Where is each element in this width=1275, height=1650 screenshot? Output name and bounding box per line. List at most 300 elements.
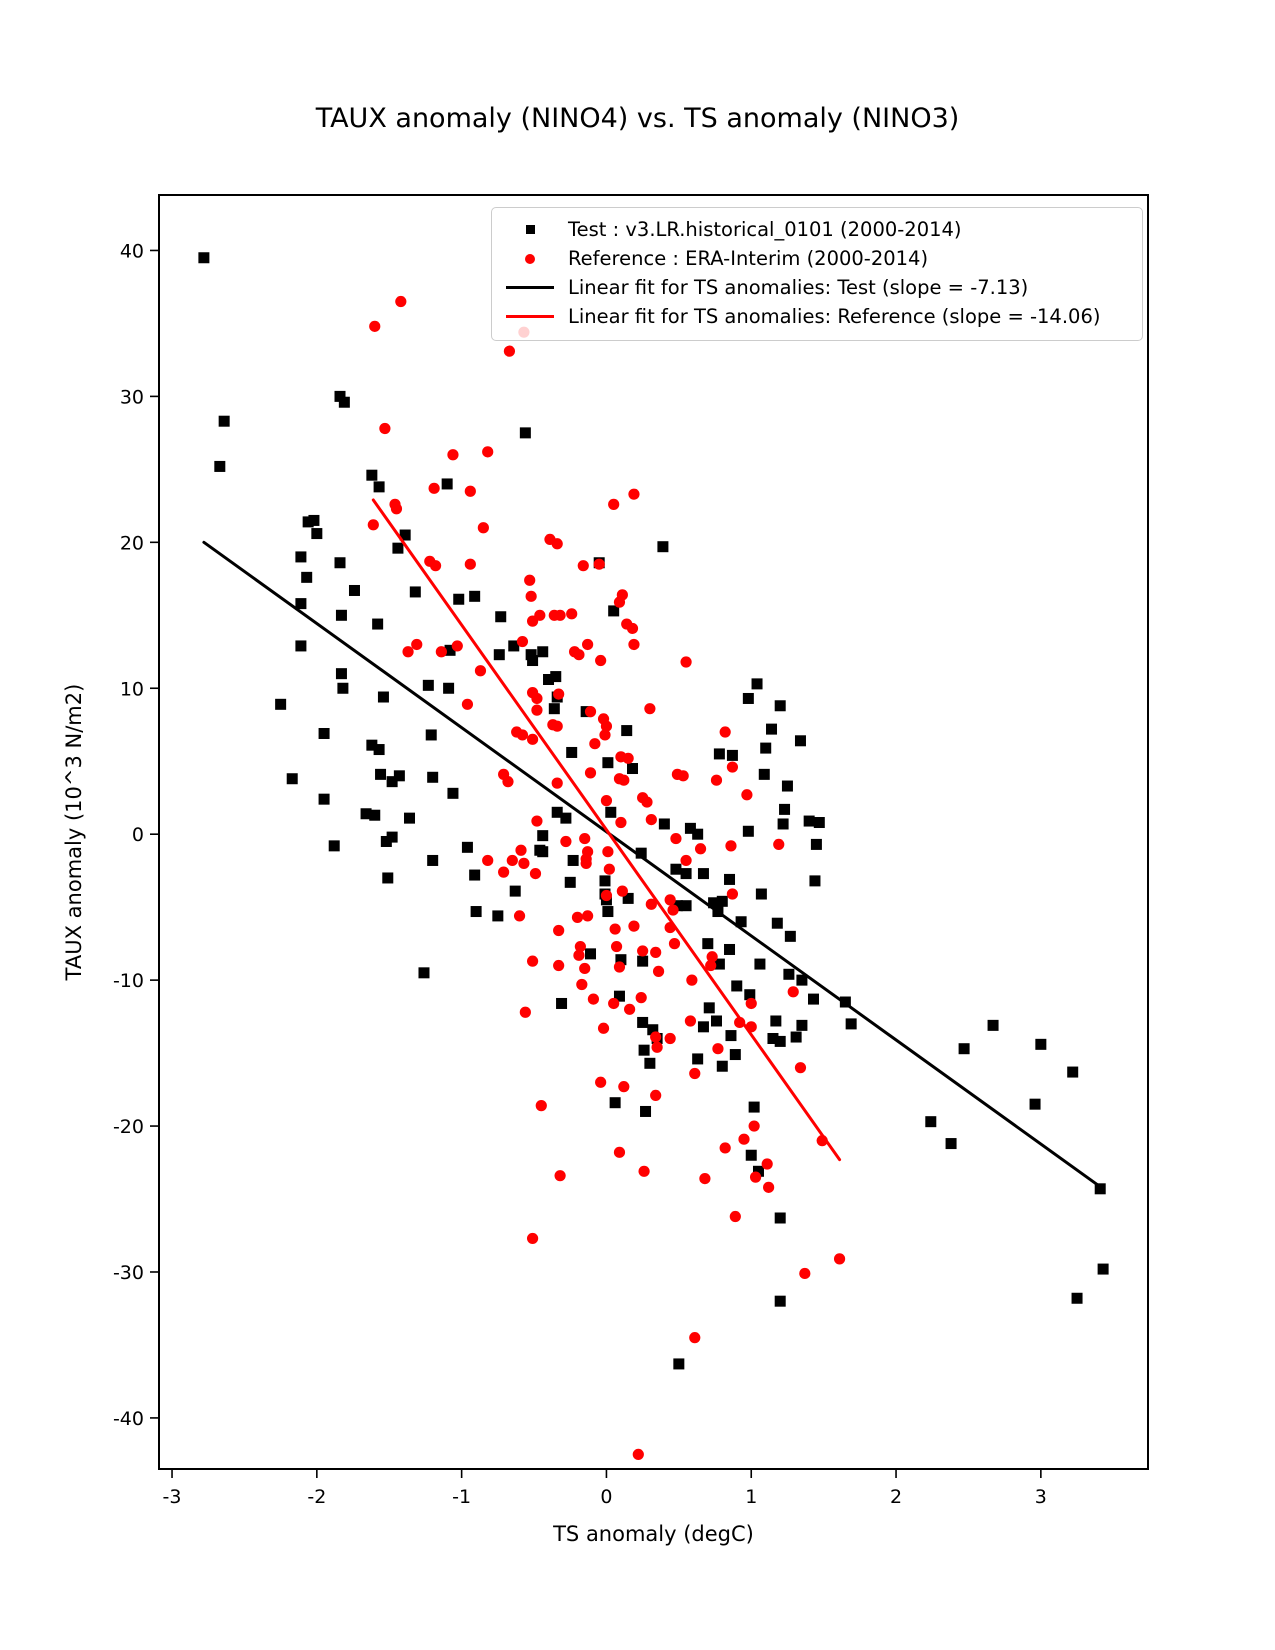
- scatter-point-test: [469, 591, 480, 602]
- scatter-point-reference: [524, 575, 535, 586]
- x-axis-label: TS anomaly (degC): [553, 1522, 754, 1546]
- x-tick-label: 1: [745, 1486, 758, 1508]
- legend-line-swatch-icon: [492, 286, 568, 289]
- scatter-point-reference: [465, 486, 476, 497]
- scatter-point-test: [704, 1002, 715, 1013]
- scatter-point-test: [426, 729, 437, 740]
- scatter-point-reference: [637, 945, 648, 956]
- scatter-point-test: [537, 646, 548, 657]
- scatter-point-test: [447, 788, 458, 799]
- scatter-point-test: [337, 683, 348, 694]
- legend-line-swatch-icon: [492, 315, 568, 318]
- scatter-point-reference: [653, 966, 664, 977]
- scatter-point-test: [754, 959, 765, 970]
- scatter-point-reference: [601, 795, 612, 806]
- scatter-point-reference: [395, 296, 406, 307]
- scatter-point-reference: [452, 640, 463, 651]
- scatter-point-reference: [566, 608, 577, 619]
- scatter-point-reference: [429, 483, 440, 494]
- scatter-point-test: [808, 994, 819, 1005]
- y-axis-label: TAUX anomaly (10^3 N/m2): [62, 683, 86, 981]
- scatter-point-test: [404, 813, 415, 824]
- scatter-point-test: [585, 948, 596, 959]
- scatter-point-reference: [585, 706, 596, 717]
- scatter-point-reference: [636, 992, 647, 1003]
- scatter-point-reference: [623, 753, 634, 764]
- scatter-point-reference: [725, 840, 736, 851]
- scatter-point-reference: [475, 665, 486, 676]
- scatter-point-test: [549, 703, 560, 714]
- scatter-point-reference: [617, 886, 628, 897]
- scatter-point-reference: [738, 1134, 749, 1145]
- legend-item-2: [492, 273, 1142, 302]
- scatter-point-reference: [614, 1147, 625, 1158]
- scatter-point-reference: [589, 738, 600, 749]
- scatter-point-test: [565, 877, 576, 888]
- scatter-point-test: [759, 769, 770, 780]
- scatter-point-test: [775, 700, 786, 711]
- scatter-point-test: [657, 541, 668, 552]
- scatter-point-test: [568, 855, 579, 866]
- scatter-point-test: [640, 1106, 651, 1117]
- scatter-point-reference: [608, 499, 619, 510]
- scatter-point-test: [779, 804, 790, 815]
- scatter-point-test: [418, 967, 429, 978]
- scatter-point-test: [743, 826, 754, 837]
- scatter-point-test: [372, 619, 383, 630]
- scatter-point-test: [471, 906, 482, 917]
- scatter-point-reference: [646, 814, 657, 825]
- scatter-point-test: [959, 1043, 970, 1054]
- scatter-point-test: [795, 735, 806, 746]
- scatter-point-reference: [527, 734, 538, 745]
- scatter-point-test: [494, 649, 505, 660]
- scatter-point-reference: [518, 858, 529, 869]
- scatter-point-test: [778, 818, 789, 829]
- scatter-point-test: [442, 478, 453, 489]
- scatter-point-test: [1035, 1039, 1046, 1050]
- scatter-point-test: [527, 655, 538, 666]
- scatter-point-test: [336, 668, 347, 679]
- scatter-point-test: [717, 896, 728, 907]
- y-tick-label: 0: [131, 824, 144, 847]
- scatter-point-test: [387, 832, 398, 843]
- scatter-point-reference: [699, 1173, 710, 1184]
- scatter-point-test: [627, 763, 638, 774]
- scatter-point-test: [510, 886, 521, 897]
- scatter-point-test: [311, 528, 322, 539]
- scatter-point-reference: [391, 503, 402, 514]
- scatter-point-reference: [678, 770, 689, 781]
- scatter-point-reference: [614, 597, 625, 608]
- scatter-point-test: [566, 747, 577, 758]
- scatter-point-reference: [610, 923, 621, 934]
- scatter-point-reference: [618, 1081, 629, 1092]
- scatter-point-reference: [665, 894, 676, 905]
- scatter-point-reference: [741, 789, 752, 800]
- scatter-point-reference: [680, 855, 691, 866]
- scatter-point-reference: [601, 890, 612, 901]
- scatter-point-test: [462, 842, 473, 853]
- scatter-point-test: [602, 906, 613, 917]
- scatter-point-reference: [633, 1449, 644, 1460]
- scatter-point-test: [791, 1032, 802, 1043]
- chart-title: TAUX anomaly (NINO4) vs. TS anomaly (NINO3): [315, 103, 960, 134]
- scatter-point-test: [427, 855, 438, 866]
- scatter-point-test: [560, 813, 571, 824]
- axes-frame: [159, 195, 1148, 1469]
- scatter-point-test: [492, 910, 503, 921]
- y-tick-label: 40: [119, 240, 144, 263]
- scatter-point-test: [339, 397, 350, 408]
- scatter-point-test: [766, 724, 777, 735]
- scatter-point-reference: [555, 1170, 566, 1181]
- scatter-point-reference: [436, 646, 447, 657]
- scatter-point-test: [287, 773, 298, 784]
- scatter-point-reference: [762, 1158, 773, 1169]
- scatter-point-reference: [531, 693, 542, 704]
- x-tick-label: 0: [600, 1486, 613, 1508]
- scatter-point-test: [319, 728, 330, 739]
- scatter-point-reference: [799, 1268, 810, 1279]
- scatter-point-reference: [695, 843, 706, 854]
- scatter-point-reference: [750, 1172, 761, 1183]
- scatter-point-reference: [644, 703, 655, 714]
- scatter-point-reference: [517, 729, 528, 740]
- scatter-point-test: [692, 1053, 703, 1064]
- scatter-point-reference: [430, 560, 441, 571]
- scatter-point-test: [727, 750, 738, 761]
- scatter-point-reference: [712, 1043, 723, 1054]
- scatter-point-reference: [595, 1077, 606, 1088]
- scatter-point-reference: [514, 910, 525, 921]
- scatter-point-test: [814, 817, 825, 828]
- scatter-point-test: [946, 1138, 957, 1149]
- legend: [491, 207, 1143, 341]
- scatter-point-reference: [462, 699, 473, 710]
- legend-item-0: [492, 215, 1142, 244]
- scatter-point-reference: [773, 839, 784, 850]
- scatter-point-reference: [602, 846, 613, 857]
- scatter-point-reference: [553, 925, 564, 936]
- scatter-point-reference: [447, 449, 458, 460]
- scatter-point-reference: [581, 858, 592, 869]
- scatter-point-test: [698, 1021, 709, 1032]
- scatter-point-test: [319, 794, 330, 805]
- scatter-point-reference: [585, 767, 596, 778]
- scatter-point-test: [329, 840, 340, 851]
- scatter-point-reference: [531, 815, 542, 826]
- x-tick-label: 2: [889, 1486, 903, 1508]
- y-tick-label: 10: [119, 678, 144, 701]
- scatter-point-test: [374, 481, 385, 492]
- legend-label: Test : v3.LR.historical_0101 (2000-2014): [568, 218, 962, 241]
- scatter-point-test: [775, 1212, 786, 1223]
- scatter-point-reference: [611, 941, 622, 952]
- y-tick-label: 30: [119, 386, 144, 409]
- legend-item-1: [492, 244, 1142, 273]
- scatter-point-test: [760, 743, 771, 754]
- scatter-point-reference: [368, 519, 379, 530]
- scatter-point-test: [366, 470, 377, 481]
- scatter-point-test: [717, 1061, 728, 1072]
- scatter-point-test: [602, 757, 613, 768]
- scatter-point-reference: [628, 639, 639, 650]
- scatter-point-test: [756, 889, 767, 900]
- scatter-point-test: [610, 1097, 621, 1108]
- scatter-point-reference: [615, 817, 626, 828]
- legend-label: Reference : ERA-Interim (2000-2014): [568, 247, 929, 270]
- scatter-point-reference: [720, 1142, 731, 1153]
- scatter-point-reference: [552, 721, 563, 732]
- scatter-point-reference: [598, 1023, 609, 1034]
- scatter-point-test: [724, 874, 735, 885]
- scatter-point-reference: [763, 1182, 774, 1193]
- scatter-point-test: [702, 938, 713, 949]
- scatter-point-reference: [465, 559, 476, 570]
- scatter-point-test: [988, 1020, 999, 1031]
- scatter-point-test: [731, 980, 742, 991]
- scatter-point-reference: [624, 1004, 635, 1015]
- scatter-point-test: [453, 594, 464, 605]
- scatter-point-test: [550, 671, 561, 682]
- scatter-point-reference: [604, 864, 615, 875]
- scatter-point-reference: [369, 321, 380, 332]
- scatter-point-reference: [711, 775, 722, 786]
- scatter-point-test: [308, 515, 319, 526]
- scatter-point-test: [214, 461, 225, 472]
- scatter-point-reference: [579, 963, 590, 974]
- scatter-point-reference: [520, 1007, 531, 1018]
- scatter-point-test: [775, 1296, 786, 1307]
- scatter-point-test: [275, 699, 286, 710]
- x-tick-label: -2: [307, 1486, 327, 1508]
- scatter-point-reference: [650, 1090, 661, 1101]
- scatter-point-reference: [402, 646, 413, 657]
- fit-line-reference: [373, 500, 839, 1160]
- scatter-point-test: [925, 1116, 936, 1127]
- scatter-point-test: [775, 1036, 786, 1047]
- scatter-point-test: [382, 872, 393, 883]
- legend-square-marker-icon: [492, 225, 568, 234]
- scatter-point-test: [714, 748, 725, 759]
- scatter-point-reference: [530, 868, 541, 879]
- scatter-point-reference: [573, 950, 584, 961]
- scatter-point-reference: [578, 560, 589, 571]
- scatter-point-reference: [665, 1033, 676, 1044]
- scatter-point-reference: [680, 656, 691, 667]
- scatter-point-test: [336, 610, 347, 621]
- scatter-point-reference: [650, 947, 661, 958]
- scatter-point-test: [752, 678, 763, 689]
- scatter-point-test: [698, 868, 709, 879]
- scatter-point-test: [1067, 1067, 1078, 1078]
- scatter-point-test: [392, 543, 403, 554]
- scatter-point-test: [772, 918, 783, 929]
- x-tick-label: -3: [162, 1486, 182, 1508]
- scatter-point-reference: [572, 912, 583, 923]
- scatter-point-test: [556, 998, 567, 1009]
- scatter-point-reference: [594, 559, 605, 570]
- legend-circle-marker-icon: [492, 254, 568, 264]
- scatter-point-reference: [579, 833, 590, 844]
- scatter-point-reference: [527, 616, 538, 627]
- scatter-point-test: [427, 772, 438, 783]
- scatter-point-reference: [727, 888, 738, 899]
- scatter-point-reference: [536, 1100, 547, 1111]
- scatter-point-reference: [599, 729, 610, 740]
- scatter-point-test: [537, 830, 548, 841]
- x-tick-label: -1: [452, 1486, 472, 1508]
- scatter-point-test: [681, 900, 692, 911]
- scatter-point-reference: [379, 423, 390, 434]
- scatter-point-test: [495, 611, 506, 622]
- scatter-point-reference: [560, 836, 571, 847]
- legend-item-3: [492, 302, 1142, 331]
- scatter-point-test: [725, 1030, 736, 1041]
- scatter-point-test: [846, 1018, 857, 1029]
- scatter-point-test: [621, 725, 632, 736]
- y-tick-label: -40: [112, 1407, 144, 1430]
- scatter-point-test: [796, 1020, 807, 1031]
- scatter-point-reference: [478, 522, 489, 533]
- y-tick-label: 20: [119, 532, 144, 555]
- scatter-point-reference: [552, 538, 563, 549]
- scatter-point-test: [809, 875, 820, 886]
- scatter-point-reference: [498, 867, 509, 878]
- scatter-point-test: [1098, 1264, 1109, 1275]
- scatter-point-reference: [795, 1062, 806, 1073]
- scatter-point-test: [375, 769, 386, 780]
- y-tick-label: -20: [112, 1116, 144, 1139]
- scatter-point-reference: [552, 778, 563, 789]
- scatter-point-reference: [669, 938, 680, 949]
- scatter-point-test: [743, 693, 754, 704]
- legend-label: Linear fit for TS anomalies: Test (slope = -7.13): [568, 276, 1029, 299]
- scatter-point-reference: [526, 591, 537, 602]
- scatter-point-reference: [411, 639, 422, 650]
- scatter-point-reference: [667, 904, 678, 915]
- y-tick-label: -10: [112, 970, 144, 993]
- scatter-point-reference: [614, 961, 625, 972]
- scatter-point-test: [783, 969, 794, 980]
- scatter-point-reference: [749, 1120, 760, 1131]
- scatter-point-test: [520, 427, 531, 438]
- scatter-point-reference: [553, 960, 564, 971]
- scatter-point-test: [374, 744, 385, 755]
- scatter-point-test: [770, 1015, 781, 1026]
- scatter-point-reference: [482, 446, 493, 457]
- scatter-point-test: [639, 1045, 650, 1056]
- scatter-point-reference: [641, 796, 652, 807]
- scatter-point-test: [335, 557, 346, 568]
- scatter-point-test: [537, 846, 548, 857]
- scatter-point-reference: [727, 761, 738, 772]
- scatter-point-test: [637, 956, 648, 967]
- scatter-point-test: [730, 1049, 741, 1060]
- scatter-point-test: [711, 1015, 722, 1026]
- scatter-point-reference: [555, 610, 566, 621]
- scatter-point-test: [785, 931, 796, 942]
- scatter-point-test: [295, 551, 306, 562]
- scatter-point-reference: [686, 975, 697, 986]
- scatter-point-reference: [608, 998, 619, 1009]
- scatter-point-test: [782, 781, 793, 792]
- scatter-point-test: [681, 868, 692, 879]
- scatter-point-reference: [504, 346, 515, 357]
- scatter-point-reference: [689, 1068, 700, 1079]
- scatter-point-reference: [482, 855, 493, 866]
- scatter-point-test: [804, 816, 815, 827]
- scatter-point-test: [811, 839, 822, 850]
- scatter-point-test: [394, 770, 405, 781]
- scatter-point-test: [1030, 1099, 1041, 1110]
- legend-label: Linear fit for TS anomalies: Reference (slope = -14.06): [568, 305, 1101, 328]
- scatter-point-test: [670, 864, 681, 875]
- scatter-point-test: [659, 818, 670, 829]
- scatter-point-reference: [576, 979, 587, 990]
- y-tick-label: -30: [112, 1261, 144, 1284]
- scatter-point-reference: [627, 623, 638, 634]
- scatter-point-reference: [628, 921, 639, 932]
- scatter-point-test: [605, 807, 616, 818]
- scatter-point-test: [369, 810, 380, 821]
- scatter-point-reference: [582, 910, 593, 921]
- scatter-point-test: [198, 252, 209, 263]
- scatter-point-reference: [788, 986, 799, 997]
- scatter-point-test: [1072, 1293, 1083, 1304]
- scatter-point-test: [295, 640, 306, 651]
- scatter-point-test: [301, 572, 312, 583]
- scatter-point-reference: [670, 833, 681, 844]
- scatter-point-reference: [595, 655, 606, 666]
- scatter-point-reference: [527, 956, 538, 967]
- scatter-point-reference: [689, 1332, 700, 1343]
- scatter-point-reference: [573, 649, 584, 660]
- scatter-point-reference: [531, 705, 542, 716]
- scatter-point-test: [349, 585, 360, 596]
- scatter-point-reference: [618, 775, 629, 786]
- scatter-point-test: [410, 586, 421, 597]
- scatter-point-test: [637, 1017, 648, 1028]
- scatter-point-test: [443, 683, 454, 694]
- scatter-point-reference: [650, 1031, 661, 1042]
- scatter-point-reference: [507, 855, 518, 866]
- scatter-point-test: [469, 870, 480, 881]
- scatter-point-reference: [685, 1015, 696, 1026]
- scatter-point-test: [749, 1102, 760, 1113]
- scatter-point-reference: [638, 1166, 649, 1177]
- scatter-point-reference: [730, 1211, 741, 1222]
- scatter-point-test: [423, 680, 434, 691]
- scatter-point-reference: [502, 776, 513, 787]
- scatter-point-reference: [582, 639, 593, 650]
- scatter-point-reference: [720, 726, 731, 737]
- scatter-point-test: [378, 692, 389, 703]
- scatter-point-reference: [834, 1253, 845, 1264]
- scatter-point-reference: [652, 1042, 663, 1053]
- x-tick-label: 3: [1034, 1486, 1047, 1508]
- scatter-point-test: [724, 944, 735, 955]
- scatter-point-test: [746, 1150, 757, 1161]
- scatter-point-reference: [527, 1233, 538, 1244]
- scatter-point-reference: [515, 845, 526, 856]
- scatter-point-test: [692, 829, 703, 840]
- scatter-point-test: [673, 1358, 684, 1369]
- scatter-point-reference: [628, 489, 639, 500]
- scatter-point-reference: [517, 636, 528, 647]
- scatter-point-test: [644, 1058, 655, 1069]
